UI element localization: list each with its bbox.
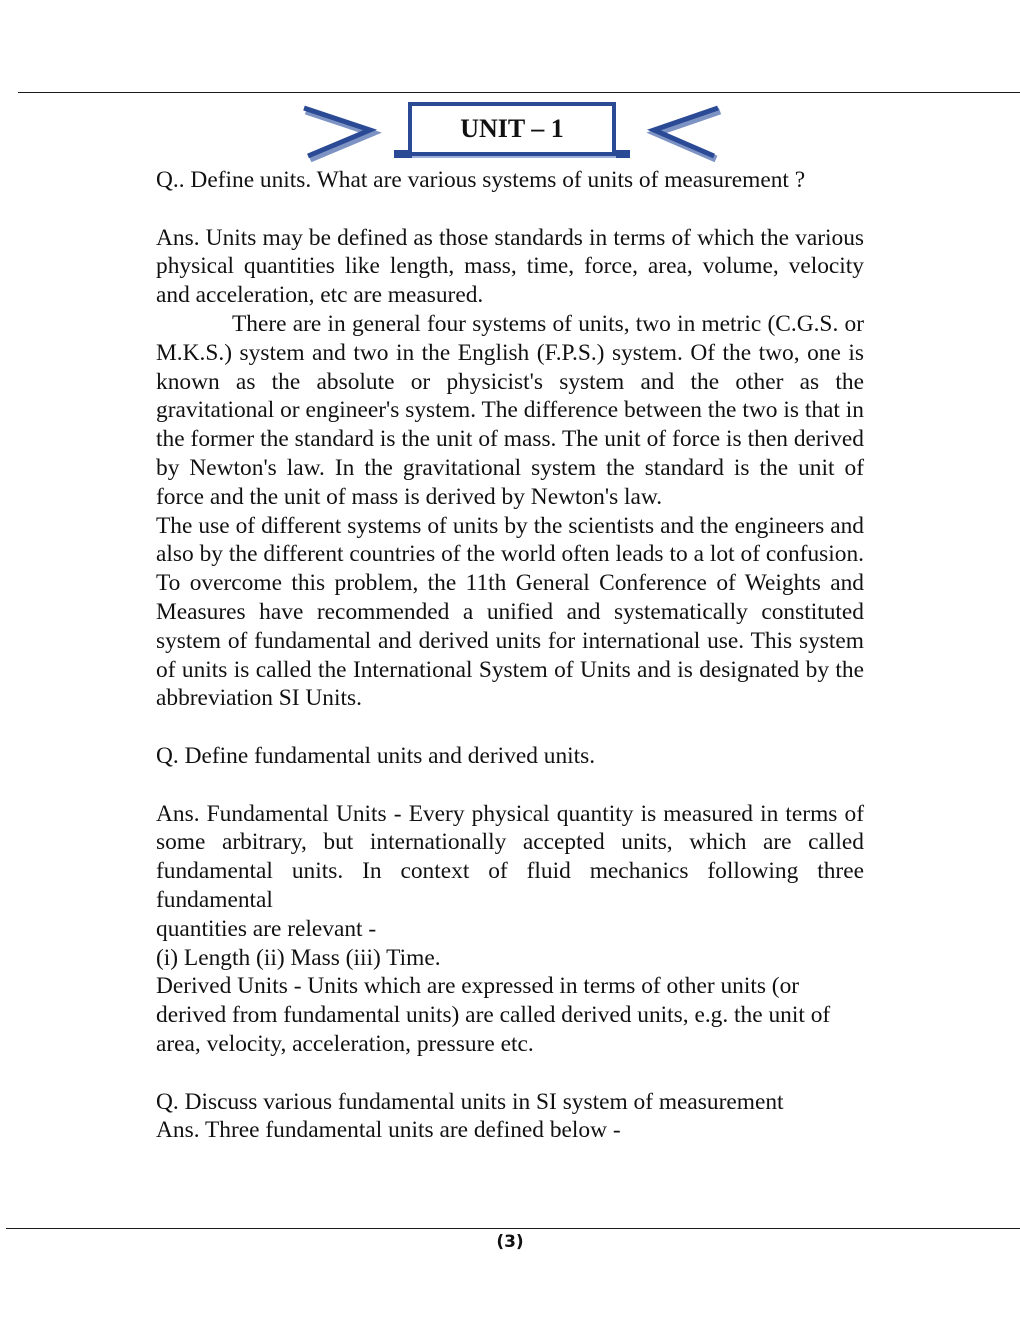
top-rule bbox=[18, 92, 1020, 93]
answer-1-systems: There are in general four systems of units, two in metric (C.G.S. or M.K.S.) system and two in the English (F.P.S.) system. Of the two, one is known as the absolute or physicist's system and the other as the gravitational or engineer's system. The difference between the two is that in the former the standard is the unit of mass. The unit of force is then derived by Newton's law. In the gravitational system the standard is the unit of force and the unit of mass is derived by Newton's law. bbox=[156, 310, 864, 510]
paragraph-gap bbox=[156, 1059, 864, 1088]
question-1: Q.. Define units. What are various systems of units of measurement ? bbox=[156, 167, 806, 193]
paragraph-gap bbox=[156, 713, 864, 742]
unit-banner bbox=[300, 100, 724, 162]
answer-2-derived-units: Derived Units - Units which are expressed in terms of other units (or derived from fundamental units) are called derived units, e.g. the unit of area, velocity, acceleration, pressure etc. bbox=[156, 973, 831, 1057]
question-2: Q. Define fundamental units and derived units. bbox=[156, 742, 596, 769]
page-number: (3) bbox=[496, 1232, 524, 1252]
paragraph-gap bbox=[156, 195, 864, 224]
answer-3: Ans. Three fundamental units are defined below - bbox=[156, 1117, 621, 1144]
answer-1-si-units: The use of different systems of units by the scientists and the engineers and also by the different countries of the world often leads to a lot of confusion. To overcome this problem, the 11th General Conference of Weights and Measures have recommended a unified and systematically constituted system of fundamental and derived units for international use. This system of units is called the International System of Units and is designated by the abbreviation SI Units. bbox=[156, 512, 864, 712]
answer-2-list: (i) Length (ii) Mass (iii) Time. bbox=[156, 944, 441, 971]
bottom-rule bbox=[6, 1228, 1020, 1229]
paragraph-gap bbox=[156, 771, 864, 800]
question-3: Q. Discuss various fundamental units in SI system of measurement bbox=[156, 1088, 784, 1115]
page-content bbox=[156, 166, 864, 1145]
unit-title: UNIT – 1 bbox=[460, 114, 564, 143]
answer-2-fundamental-units: Ans. Fundamental Units - Every physical quantity is measured in terms of some arbitrary, but internationally accepted units, which are called fundamental units. In context of fluid mechanics following three fundamental bbox=[156, 800, 864, 913]
answer-1-definition: Ans. Units may be defined as those standards in terms of which the various physical quantities like length, mass, time, force, area, volume, velocity and acceleration, etc are measured. bbox=[156, 224, 864, 309]
answer-2-quantities: quantities are relevant - bbox=[156, 915, 377, 942]
